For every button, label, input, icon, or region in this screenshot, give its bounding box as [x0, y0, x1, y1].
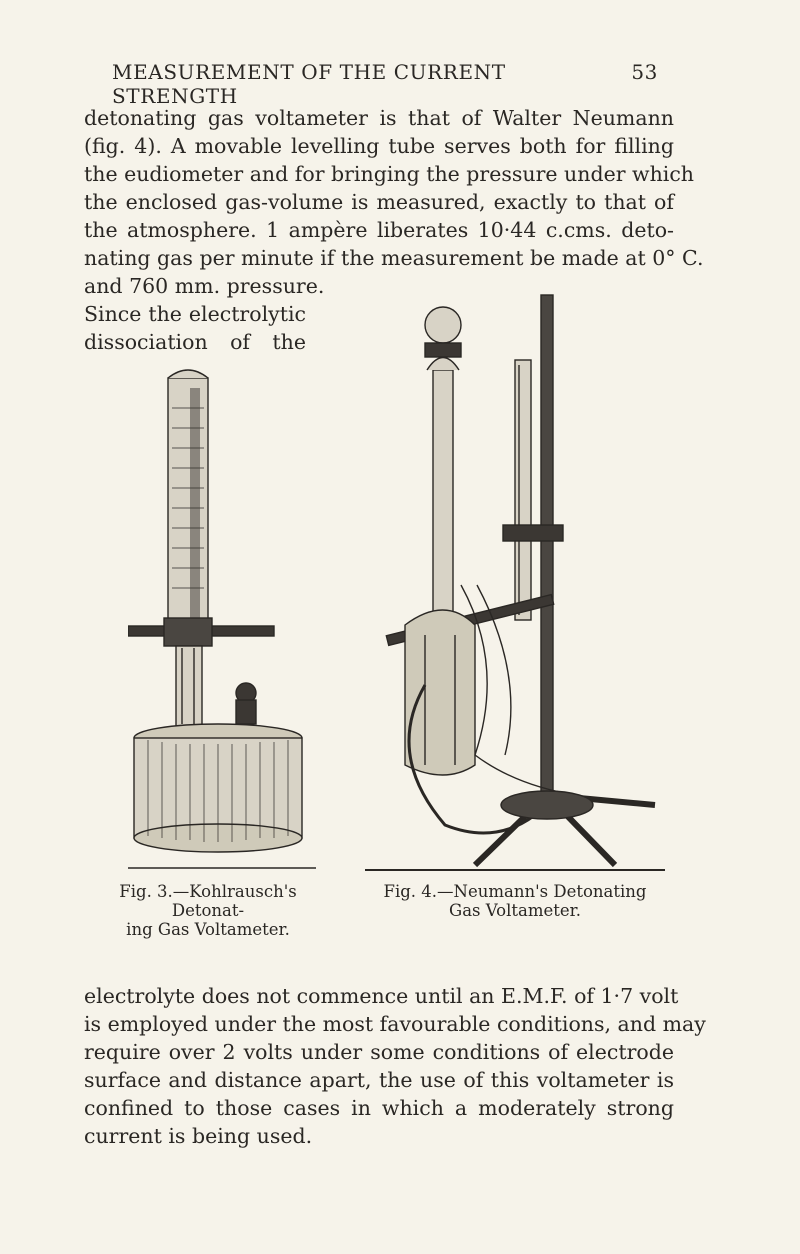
figure-3-illustration [128, 368, 318, 878]
caption-line: Fig. 4.—Neumann's Detonating [383, 882, 647, 901]
text-line: require over 2 volts under some conditions of electrode [84, 1040, 674, 1064]
page-number: 53 [631, 60, 658, 84]
figure-3-caption [84, 882, 332, 939]
text-line: and 760 mm. pressure. [84, 274, 325, 298]
figure-4-caption [360, 882, 670, 920]
caption-line: Gas Voltameter. [449, 901, 581, 920]
caption-line: ing Gas Voltameter. [126, 920, 290, 939]
text-line: is employed under the most favourable conditions, and may [84, 1012, 706, 1036]
text-line: the eudiometer and for bringing the pressure under which [84, 162, 695, 186]
running-header [112, 60, 658, 108]
caption-line: Fig. 3.—Kohlrausch's Detonat- [119, 882, 297, 920]
text-line: surface and distance apart, the use of this voltameter is [84, 1068, 674, 1092]
text-line: confined to those cases in which a moderately strong [84, 1096, 674, 1120]
header-title: MEASUREMENT OF THE CURRENT STRENGTH [112, 60, 506, 108]
text-line: current is being used. [84, 1124, 313, 1148]
text-line: detonating gas voltameter is that of Walter Neumann [84, 106, 674, 130]
text-line: the enclosed gas-volume is measured, exactly to that of [84, 190, 674, 214]
text-line: the atmosphere. 1 ampère liberates 10·44 c.cms. deto- [84, 218, 674, 242]
figure-4-illustration [365, 285, 665, 880]
text-line: nating gas per minute if the measurement be made at 0° C. [84, 246, 704, 270]
wrapped-text [84, 272, 324, 356]
paragraph-1 [84, 104, 704, 272]
paragraph-2 [84, 982, 706, 1150]
text-line: electrolyte does not commence until an E.M.F. of 1·7 volt [84, 984, 679, 1008]
text-line: Since the electrolytic [84, 302, 306, 326]
text-line: (fig. 4). A movable levelling tube serves both for filling [84, 134, 674, 158]
text-line: dissociation of the [84, 330, 306, 354]
